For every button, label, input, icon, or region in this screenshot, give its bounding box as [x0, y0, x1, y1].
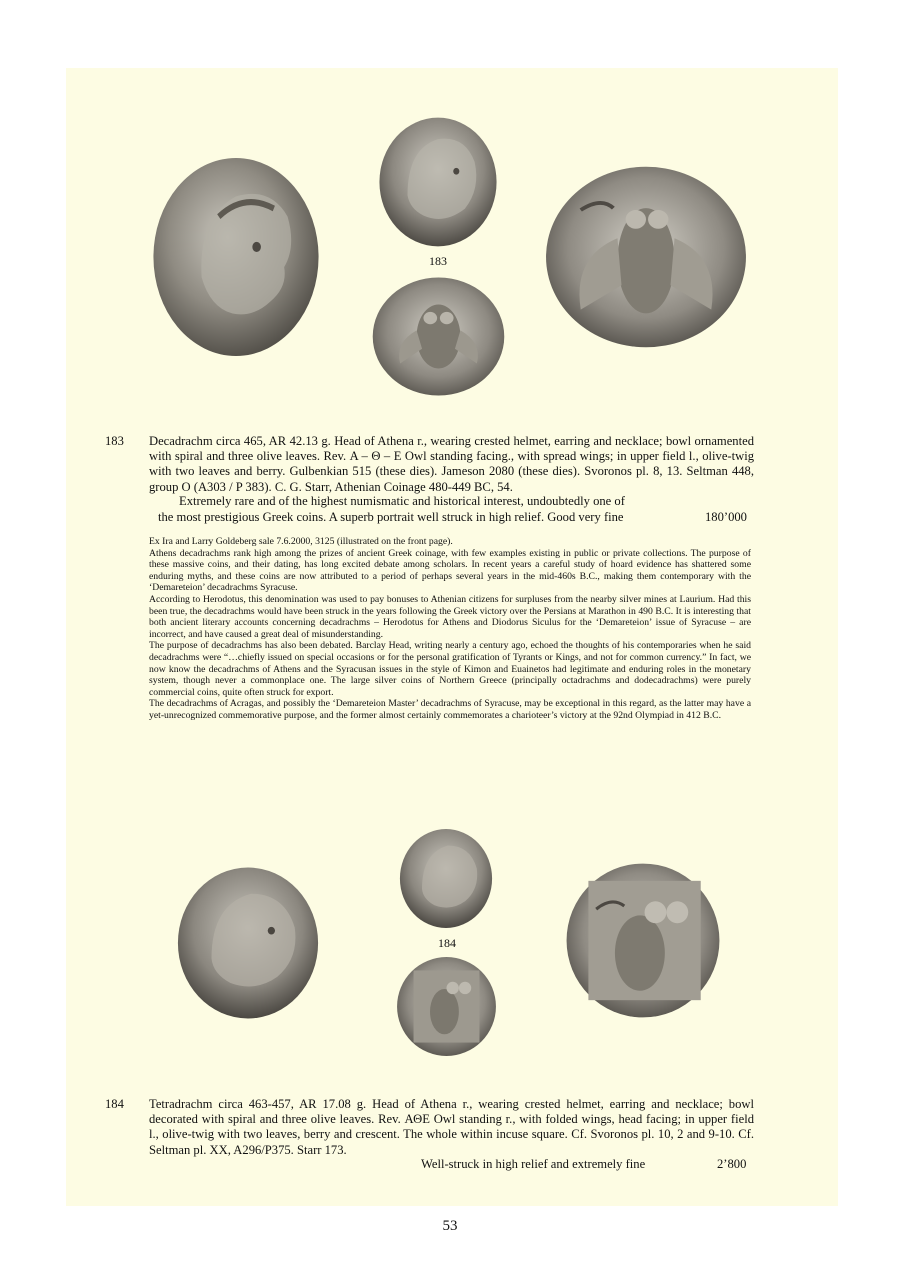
- coin-184-obverse-small: [398, 827, 494, 930]
- note-paragraph: The decadrachms of Acragas, and possibly the ‘Demareteion Master’ decadrachms of Syracuse, may be exceptional in this regard, as the latter may have a yet-unrecognized commemorative purpose, and the former almost certainly commemorates a charioteer’s victory at the 92nd Olympiad in 412 B.C.: [149, 698, 751, 721]
- image-label-184: 184: [438, 936, 456, 950]
- lot-grade-line-1: Extremely rare and of the highest numismatic and historical interest, undoubtedly one of: [179, 494, 625, 508]
- lot-grade-line-2: the most prestigious Greek coins. A superb portrait well struck in high relief. Good very fine: [158, 510, 624, 524]
- lot-184: [105, 1097, 755, 1177]
- coin-184-obverse-large: [175, 866, 321, 1020]
- lot-number: 184: [105, 1097, 124, 1111]
- coin-183-reverse-large: [544, 163, 748, 351]
- lot-description: Tetradrachm circa 463-457, AR 17.08 g. Head of Athena r., wearing crested helmet, earring and necklace; bowl decorated with spiral and three olive leaves. Rev. ΑΘΕ Owl standing r., with folded wings, head facing; in upper field l., olive-twig with two leaves, berry and crescent. The whole within incuse square. Cf. Svoronos pl. 10, 2 and 9-10. Cf. Seltman pl. XX, A296/P375. Starr 173.: [149, 1097, 754, 1157]
- lot-price: 2’800: [717, 1157, 747, 1171]
- coin-184-reverse-large: [565, 862, 721, 1019]
- coin-183-reverse-small: [370, 275, 507, 398]
- coin-184-reverse-small: [395, 955, 498, 1058]
- image-label-183: 183: [429, 254, 447, 268]
- lot-183-notes: [149, 536, 751, 722]
- coin-183-obverse-large: [150, 156, 322, 358]
- lot-grade-line-1: Well-struck in high relief and extremely fine: [421, 1157, 646, 1171]
- coin-183-obverse-small: [377, 115, 499, 249]
- provenance-note: Ex Ira and Larry Goldeberg sale 7.6.2000, 3125 (illustrated on the front page).: [149, 536, 453, 547]
- note-paragraph: The purpose of decadrachms has also been debated. Barclay Head, writing nearly a century ago, echoed the thoughts of his contemporaries when he said decadrachms were “…chiefly issued on special occasions or for the personal gratification of Tyrants or Kings, and not for common currency.” In fact, we now know the decadrachms of Athens and the Syracusan issues in the style of Kimon and Euainetos had legitimate and enduring roles in the monetary system, though never a commonplace one. The large silver coins of Northern Greece (principally octadrachms and dodecadrachms) were purely commercial coins, quite often struck for export.: [149, 640, 751, 698]
- page-number: 53: [442, 1218, 458, 1234]
- note-paragraph: Athens decadrachms rank high among the prizes of ancient Greek coinage, with few examples existing in public or private collections. The purpose of these massive coins, and their dating, has long excited debate among scholars. In recent years a careful study of hoard evidence has shattered some enduring myths, and these coins are now attributed to a period of perhaps several years in the mid-460s B.C., making them contemporary with the ‘Demareteion’ decadrachms Syracuse.: [149, 547, 751, 594]
- lot-183: [105, 434, 755, 529]
- lot-description: Decadrachm circa 465, AR 42.13 g. Head of Athena r., wearing crested helmet, earring and necklace; bowl ornamented with spiral and three olive leaves. Rev. Α – Θ – Ε Owl standing facing., with spread wings; in upper field l., olive-twig with two leaves and berry. Gulbenkian 515 (these dies). Jameson 2080 (these dies). Svoronos pl. 8, 13. Seltman 448, group O (A303 / P 383). C. G. Starr, Athenian Coinage 480-449 BC, 54.: [149, 434, 754, 494]
- note-paragraph: According to Herodotus, this denomination was used to pay bonuses to Athenian citizens for surpluses from the nearby silver mines at Laurium. Had this been true, the decadrachms would have been struck in the years following the Greek victory over the Persians at Marathon in 490 B.C. It is interesting that both ancient literary accounts concerning decadrachms – Herodotus for Athens and Diodorus Siculus for the ‘Demareteion’ issue of Syracuse – are incorrect, and have caused a great deal of misunderstanding.: [149, 593, 751, 640]
- lot-price: 180’000: [705, 510, 747, 524]
- lot-number: 183: [105, 434, 124, 448]
